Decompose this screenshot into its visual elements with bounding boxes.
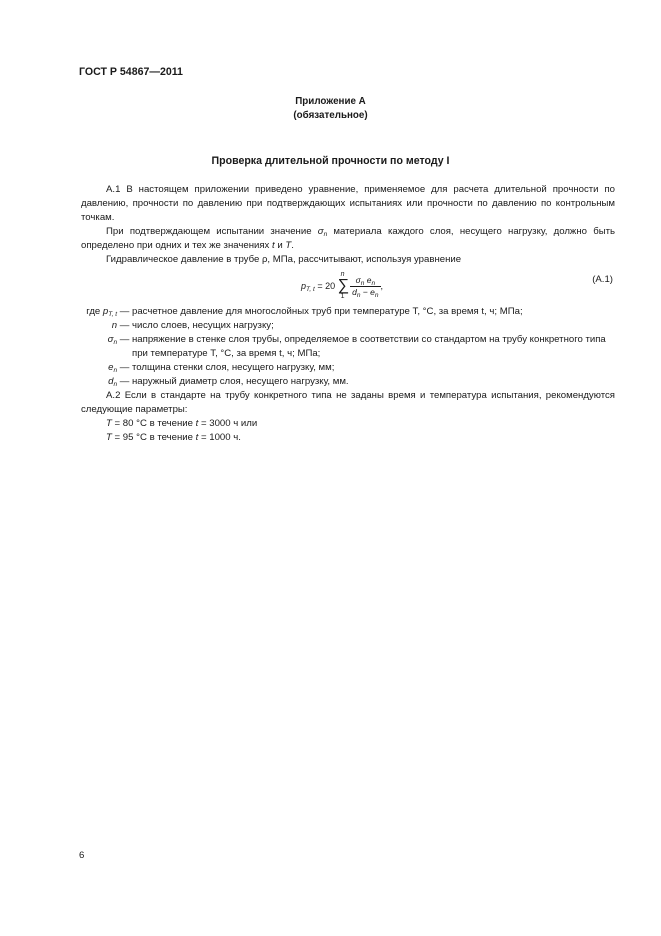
summation-sign: n ∑ 1	[337, 271, 350, 300]
definition-symbol: n —	[111, 320, 132, 331]
definition-item	[81, 333, 615, 361]
definition-symbol: $\sigma_n$ —	[107, 334, 132, 346]
annex-status: (обязательное)	[293, 110, 368, 121]
definition-symbol: $d_n$ —	[108, 376, 132, 388]
definition-text: число слоев, несущих нагрузку;	[132, 320, 274, 331]
annex-title: Проверка длительной прочности по методу I	[211, 155, 450, 167]
annex-label: Приложение А	[295, 96, 366, 107]
definition-item	[81, 305, 615, 319]
fraction-denominator: $d_n - e_n$	[352, 286, 379, 299]
definitions-list	[81, 305, 615, 389]
definition-item	[81, 319, 615, 333]
page-number: 6	[79, 850, 85, 861]
definition-item	[81, 375, 615, 389]
definition-symbol: где $p_{T, t}$ —	[86, 306, 132, 318]
definition-item	[81, 361, 615, 375]
paragraph-a1: А.1 В настоящем приложении приведено уравнение, применяемое для расчета длительной прочности по давлению, прочности по давлению при подтверждающих испытаниях или прочности по давлению по контрольным точкам.	[81, 184, 615, 223]
parameter-line: T = 95 °С в течение t = 1000 ч.	[106, 432, 241, 443]
paragraph-pressure-intro: Гидравлическое давление в трубе ρ, МПа, рассчитывают, используя уравнение	[106, 254, 462, 265]
formula-expression: $p_{T, t} = 20$ n ∑ 1 $\frac{\sigma_n e_n}{d_n - e_n}$ ,	[301, 271, 384, 300]
annex-heading	[0, 95, 661, 123]
fraction-numerator: $\sigma_n$ $e_n$	[350, 275, 380, 287]
definition-text: наружный диаметр слоя, несущего нагрузку, мм.	[132, 376, 349, 387]
parameter-line: T = 80 °С в течение t = 3000 ч или	[106, 418, 258, 429]
definition-text: расчетное давление для многослойных труб при температуре T, °С, за время t, ч; МПа;	[132, 306, 523, 317]
document-code: ГОСТ Р 54867—2011	[79, 66, 183, 78]
paragraph-confirm: При подтверждающем испытании значение $\sigma_n$ материала каждого слоя, несущего нагрузку, должно быть определено при одних и тех же значениях t и T.	[81, 226, 615, 251]
definition-text: напряжение в стенке слоя трубы, определяемое в соответствии со стандартом на трубу конкретного типа при температуре T, °С, за время t, ч; МПа;	[132, 334, 606, 359]
definition-text: толщина стенки слоя, несущего нагрузку, мм;	[132, 362, 335, 373]
formula-a1	[81, 269, 615, 303]
paragraph-a2: А.2 Если в стандарте на трубу конкретного типа не заданы время и температура испытания, рекомендуются следующие параметры:	[81, 390, 615, 415]
equation-number: (А.1)	[592, 274, 613, 285]
annex-body	[81, 183, 615, 445]
params-list	[81, 417, 615, 445]
formula-fraction	[350, 275, 380, 298]
definition-symbol: $e_n$ —	[108, 362, 132, 374]
